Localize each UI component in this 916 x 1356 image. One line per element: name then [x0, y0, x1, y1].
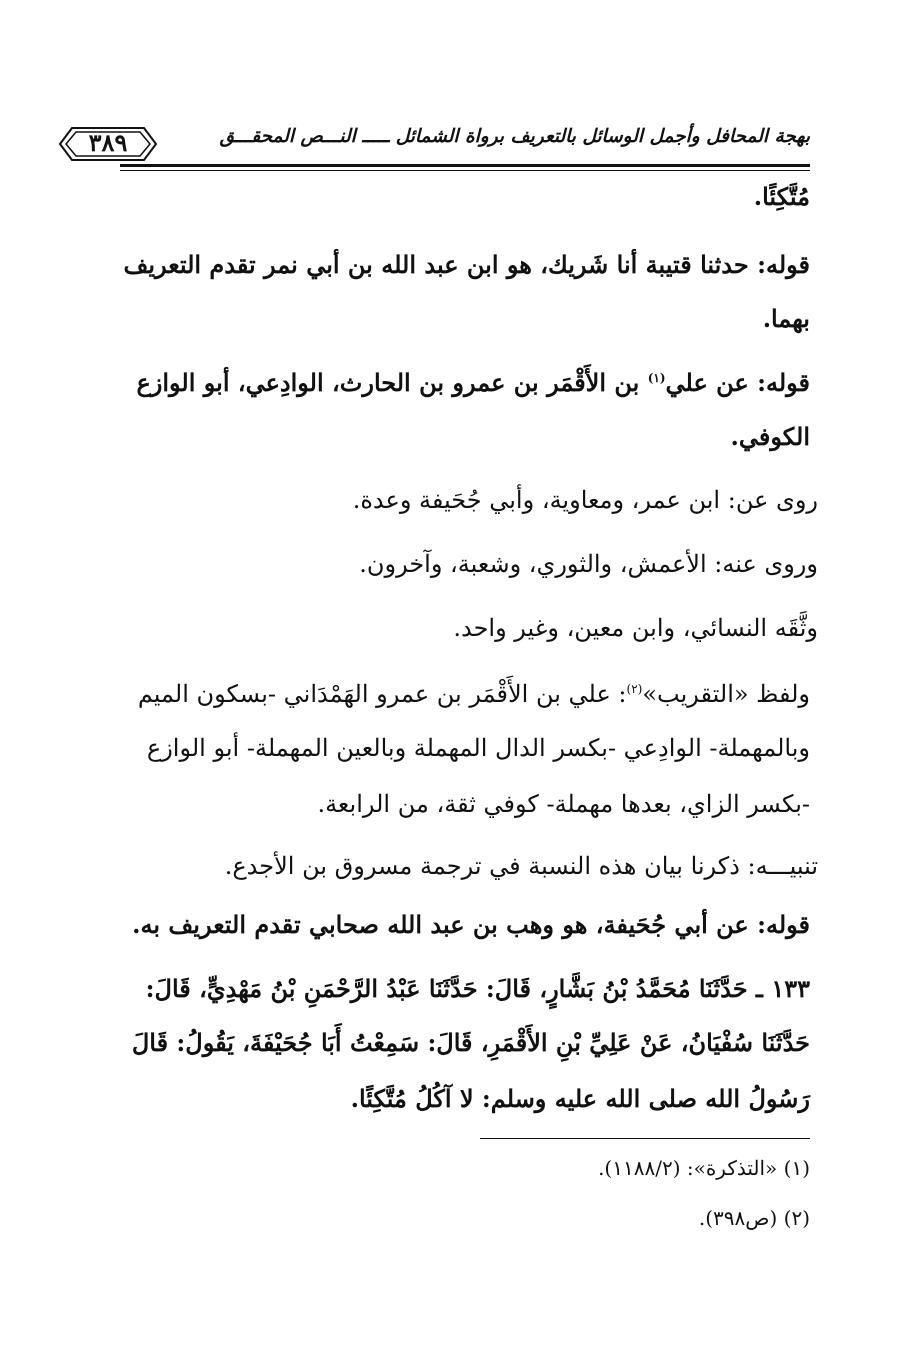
text-line — [138, 680, 810, 708]
running-header-title: بهجة المحافل وأجمل الوسائل بالتعريف برواة الشمائل ـــــ النـــص المحقـــق — [219, 126, 810, 147]
text-line — [136, 368, 810, 397]
running-header — [58, 120, 810, 170]
text-segment: ولفظ «التقريب» — [642, 680, 810, 708]
hadith-line: ١٣٣ ـ حَدَّثَنَا مُحَمَّدُ بْنُ بَشَّارٍ، قَالَ: حَدَّثَنَا عَبْدُ الرَّحْمَنِ بْنُ مَهْدِيٍّ، قَالَ: — [145, 974, 810, 1003]
footnote-rule — [480, 1138, 810, 1139]
hadith-line: حَدَّثَنَا سُفْيَانُ، عَنْ عَلِيِّ بْنِ الأَقْمَرِ، قَالَ: سَمِعْتُ أَبَا جُحَيْفَةَ، يَقُولُ: قَالَ — [131, 1028, 810, 1057]
text-line: بهما. — [762, 304, 810, 333]
text-line: وبالمهملة- الوادِعي -بكسر الدال المهملة وبالعين المهملة- أبو الوازع — [146, 734, 810, 762]
text-segment: بن الأَقْمَر بن عمرو بن الحارث، الوادِعي، أبو الوازع — [136, 368, 648, 397]
footnote-ref: (٢) — [626, 682, 643, 696]
text-line: مُتَّكِئًا. — [753, 182, 810, 211]
text-line: -بكسر الزاي، بعدها مهملة- كوفي ثقة، من الرابعة. — [317, 790, 810, 818]
text-line: الكوفي. — [730, 422, 810, 451]
page-number: ٣٨٩ — [88, 128, 128, 157]
header-rule-thin — [120, 170, 810, 171]
text-line: تنبيـــه: ذكرنا بيان هذه النسبة في ترجمة مسروق بن الأجدع. — [224, 852, 818, 880]
text-line: وروى عنه: الأعمش، والثوري، وشعبة، وآخرون. — [359, 550, 818, 578]
text-line: قوله: حدثنا قتيبة أنا شَريك، هو ابن عبد الله بن أبي نمر تقدم التعريف — [123, 250, 810, 279]
header-rule — [120, 164, 810, 167]
footnote-ref: (١) — [647, 371, 666, 385]
text-line: قوله: عن أبي جُحَيفة، هو وهب بن عبد الله صحابي تقدم التعريف به. — [132, 910, 810, 939]
page-number-badge — [58, 122, 158, 166]
text-line: وثَّقَه النسائي، وابن معين، وغير واحد. — [453, 614, 818, 642]
text-segment: : علي بن الأَقْمَر بن عمرو الهَمْدَاني -بسكون الميم — [137, 680, 627, 708]
hadith-line: رَسُولُ الله صلى الله عليه وسلم: لا آكُلُ مُتَّكِئًا. — [350, 1084, 810, 1113]
text-segment: قوله: عن علي — [665, 368, 810, 397]
footnote-1: (١) «التذكرة»: (١١٨٨/٢). — [598, 1156, 810, 1180]
footnote-2: (٢) (ص٣٩٨). — [698, 1206, 810, 1230]
text-line: روى عن: ابن عمر، ومعاوية، وأبي جُحَيفة وعدة. — [352, 486, 818, 514]
